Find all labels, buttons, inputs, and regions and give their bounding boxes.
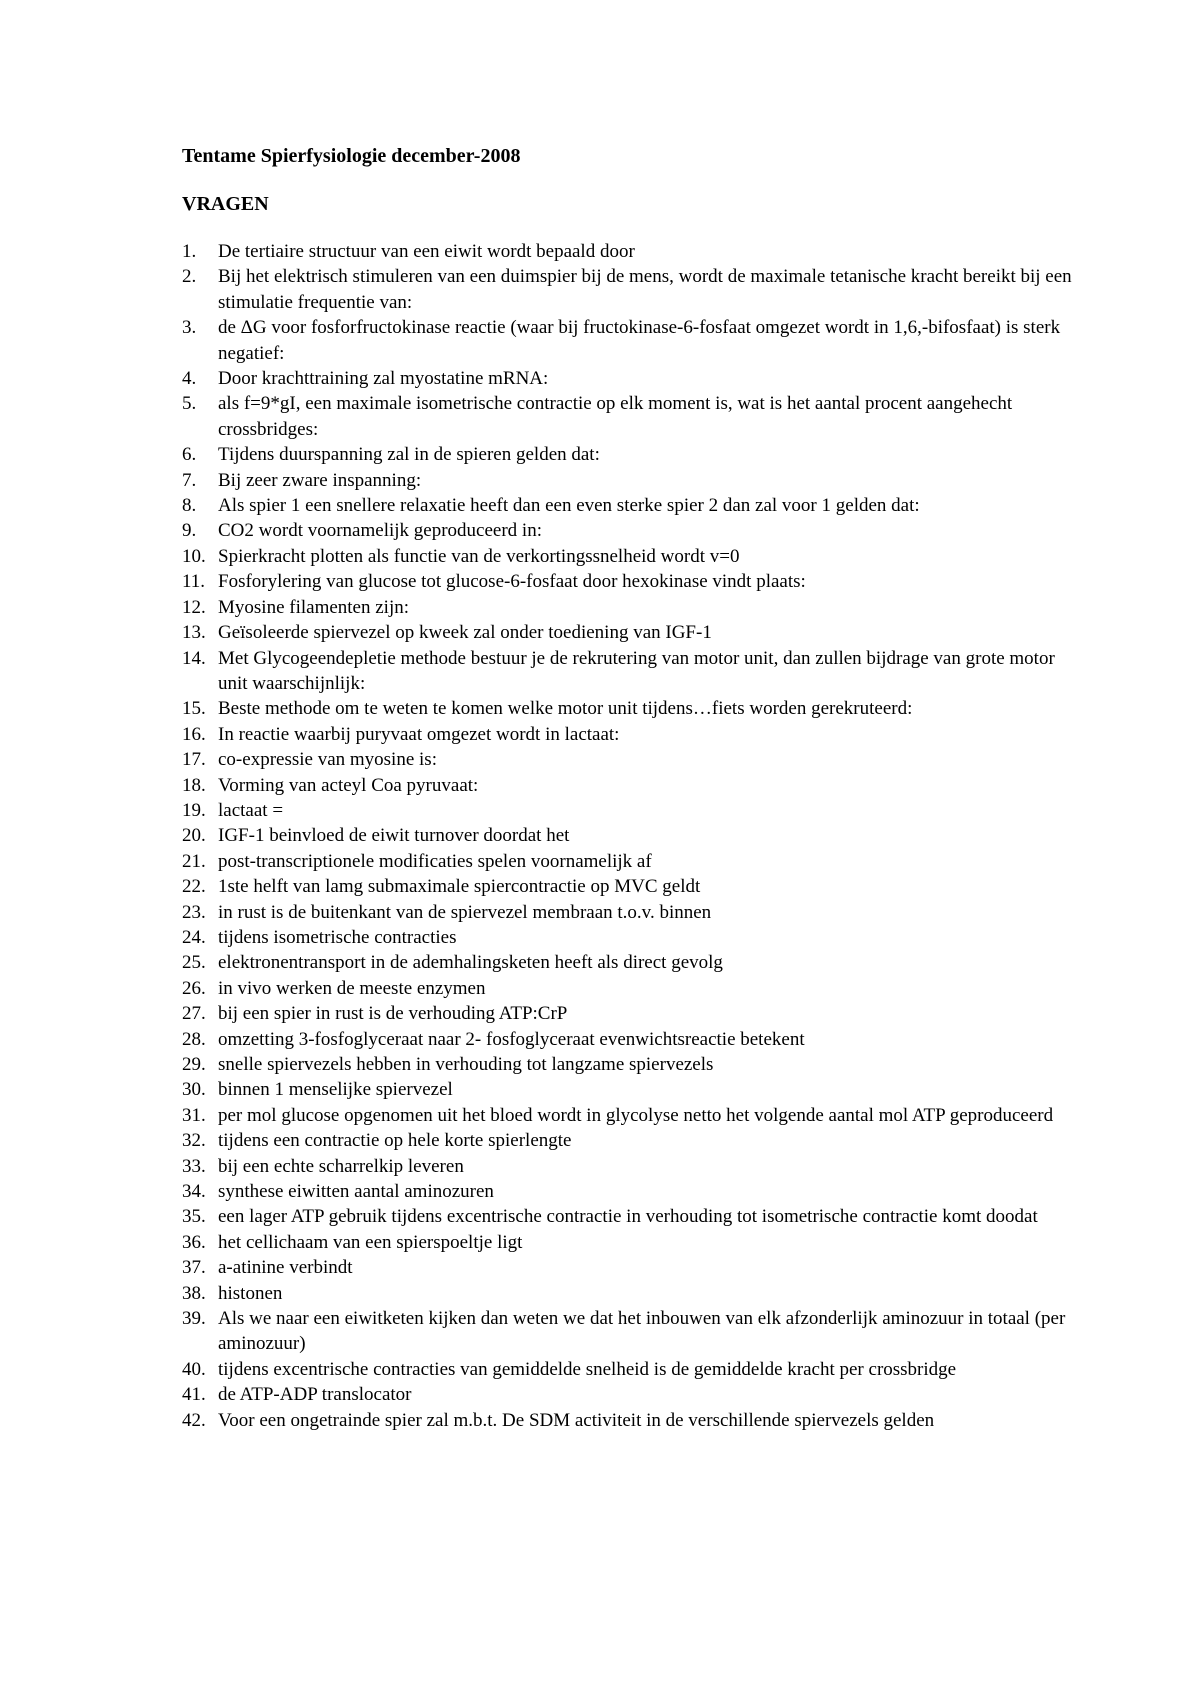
question-number: 14.	[182, 647, 206, 669]
question-number: 1.	[182, 241, 197, 262]
question-text: histonen	[218, 1282, 283, 1304]
question-text: bij een spier in rust is de verhouding ATP:CrP	[218, 1003, 568, 1025]
question-item	[182, 544, 1082, 569]
question-text: in vivo werken de meeste enzymen	[218, 977, 486, 999]
question-number: 19.	[182, 799, 206, 821]
question-item	[182, 696, 1082, 721]
question-item	[182, 1128, 1082, 1153]
question-text: in rust is de buitenkant van de spiervezel membraan t.o.v. binnen	[218, 901, 712, 923]
question-item	[182, 925, 1082, 950]
question-number: 8.	[182, 495, 197, 517]
question-item	[182, 1306, 1082, 1357]
question-number: 20.	[182, 825, 206, 847]
question-item	[182, 1204, 1082, 1229]
question-item	[182, 518, 1082, 543]
question-text: 1ste helft van lamg submaximale spiercontractie op MVC geldt	[218, 876, 701, 898]
question-text: Beste methode om te weten te komen welke motor unit tijdens…fiets worden gerekruteerd:	[218, 698, 913, 720]
question-number: 42.	[182, 1409, 206, 1431]
question-item	[182, 1154, 1082, 1179]
question-item	[182, 1357, 1082, 1382]
question-item	[182, 950, 1082, 975]
question-text: elektronentransport in de ademhalingsketen heeft als direct gevolg	[218, 952, 723, 974]
question-item	[182, 595, 1082, 620]
document-page	[182, 143, 1082, 1433]
question-number: 18.	[182, 774, 206, 796]
question-number: 5.	[182, 393, 197, 415]
question-item	[182, 823, 1082, 848]
section-heading: VRAGEN	[182, 193, 269, 215]
question-text: De tertiaire structuur van een eiwit wordt bepaald door	[218, 241, 635, 262]
question-item	[182, 1103, 1082, 1128]
question-number: 24.	[182, 926, 206, 948]
question-number: 13.	[182, 622, 206, 644]
question-number: 30.	[182, 1079, 206, 1101]
question-text: de ΔG voor fosforfructokinase reactie (waar bij fructokinase-6-fosfaat omgezet wordt in 1,6,-bifosfaat) is sterk negatief:	[218, 317, 1061, 364]
question-item	[182, 468, 1082, 493]
question-text: Tijdens duurspanning zal in de spieren gelden dat:	[218, 444, 600, 466]
question-number: 17.	[182, 749, 206, 771]
question-text: Als spier 1 een snellere relaxatie heeft dan een even sterke spier 2 dan zal voor 1 gelden dat:	[218, 495, 920, 517]
question-number: 31.	[182, 1104, 206, 1126]
question-item	[182, 1001, 1082, 1026]
question-text: tijdens een contractie op hele korte spierlengte	[218, 1130, 572, 1152]
question-item	[182, 264, 1082, 315]
question-list	[182, 239, 1082, 1433]
question-text: IGF-1 beinvloed de eiwit turnover doordat het	[218, 825, 570, 847]
question-item	[182, 1027, 1082, 1052]
question-text: a-atinine verbindt	[218, 1257, 353, 1279]
question-number: 16.	[182, 723, 206, 745]
question-item	[182, 849, 1082, 874]
question-item	[182, 1179, 1082, 1204]
question-number: 9.	[182, 520, 197, 542]
question-item	[182, 239, 1082, 264]
question-item	[182, 1077, 1082, 1102]
question-item	[182, 493, 1082, 518]
question-number: 10.	[182, 545, 206, 567]
question-number: 6.	[182, 444, 197, 466]
question-number: 29.	[182, 1054, 206, 1075]
question-item	[182, 773, 1082, 798]
question-text: Als we naar een eiwitketen kijken dan weten we dat het inbouwen van elk afzonderlijk aminozuur in totaal (per aminozuur)	[218, 1308, 1066, 1355]
question-text: Met Glycogeendepletie methode bestuur je de rekrutering van motor unit, dan zullen bijdrage van grote motor unit waarschijnlijk:	[218, 647, 1055, 694]
question-item	[182, 1255, 1082, 1280]
question-text: Door krachttraining zal myostatine mRNA:	[218, 368, 549, 390]
question-item	[182, 391, 1082, 442]
question-item	[182, 1382, 1082, 1407]
question-text: Myosine filamenten zijn:	[218, 596, 410, 618]
question-item	[182, 722, 1082, 747]
question-item	[182, 1281, 1082, 1306]
question-text: de ATP-ADP translocator	[218, 1384, 412, 1406]
question-text: Vorming van acteyl Coa pyruvaat:	[218, 774, 479, 796]
question-item	[182, 1408, 1082, 1433]
question-item	[182, 747, 1082, 772]
question-text: per mol glucose opgenomen uit het bloed wordt in glycolyse netto het volgende aantal mol ATP geproduceerd	[218, 1104, 1054, 1126]
question-number: 12.	[182, 596, 206, 618]
question-item	[182, 976, 1082, 1001]
question-text: als f=9*gI, een maximale isometrische contractie op elk moment is, wat is het aantal procent aangehecht crossbridges:	[218, 393, 1013, 440]
question-item	[182, 900, 1082, 925]
question-text: tijdens excentrische contracties van gemiddelde snelheid is de gemiddelde kracht per crossbridge	[218, 1358, 957, 1380]
question-number: 28.	[182, 1028, 206, 1050]
question-text: binnen 1 menselijke spiervezel	[218, 1079, 453, 1101]
question-text: In reactie waarbij puryvaat omgezet wordt in lactaat:	[218, 723, 620, 745]
question-text: synthese eiwitten aantal aminozuren	[218, 1181, 494, 1203]
question-item	[182, 620, 1082, 645]
document-title: Tentame Spierfysiologie december-2008	[182, 145, 521, 167]
question-number: 23.	[182, 901, 206, 923]
question-number: 15.	[182, 698, 206, 720]
question-item	[182, 798, 1082, 823]
question-number: 25.	[182, 952, 206, 974]
question-text: co-expressie van myosine is:	[218, 749, 437, 771]
question-number: 11.	[182, 571, 206, 593]
question-number: 26.	[182, 977, 206, 999]
question-text: Bij zeer zware inspanning:	[218, 469, 422, 491]
question-text: tijdens isometrische contracties	[218, 926, 457, 948]
question-number: 33.	[182, 1155, 206, 1177]
question-number: 38.	[182, 1282, 206, 1304]
question-item	[182, 874, 1082, 899]
question-number: 21.	[182, 850, 206, 872]
question-item	[182, 1230, 1082, 1255]
question-number: 3.	[182, 317, 197, 339]
question-number: 40.	[182, 1358, 206, 1380]
question-text: een lager ATP gebruik tijdens excentrische contractie in verhouding tot isometrische contractie komt doodat	[218, 1206, 1038, 1228]
question-text: Spierkracht plotten als functie van de verkortingssnelheid wordt v=0	[218, 545, 740, 567]
question-number: 32.	[182, 1130, 206, 1152]
question-text: post-transcriptionele modificaties spelen voornamelijk af	[218, 850, 652, 872]
question-item	[182, 1052, 1082, 1077]
question-item	[182, 442, 1082, 467]
question-text: CO2 wordt voornamelijk geproduceerd in:	[218, 520, 542, 542]
question-item	[182, 646, 1082, 697]
question-text: Fosforylering van glucose tot glucose-6-fosfaat door hexokinase vindt plaats:	[218, 571, 806, 593]
question-number: 7.	[182, 469, 197, 491]
question-number: 4.	[182, 368, 197, 390]
question-text: bij een echte scharrelkip leveren	[218, 1155, 464, 1177]
question-text: omzetting 3-fosfoglyceraat naar 2- fosfoglyceraat evenwichtsreactie betekent	[218, 1028, 805, 1050]
question-text: het cellichaam van een spierspoeltje ligt	[218, 1231, 523, 1253]
question-number: 39.	[182, 1308, 206, 1330]
question-number: 35.	[182, 1206, 206, 1228]
question-text: snelle spiervezels hebben in verhouding tot langzame spiervezels	[218, 1054, 714, 1075]
question-item	[182, 315, 1082, 366]
question-text: Geïsoleerde spiervezel op kweek zal onder toediening van IGF-1	[218, 622, 712, 644]
question-number: 37.	[182, 1257, 206, 1279]
question-text: Bij het elektrisch stimuleren van een duimspier bij de mens, wordt de maximale tetanische kracht bereikt bij een stimulatie frequentie van:	[218, 266, 1072, 313]
question-item	[182, 569, 1082, 594]
question-number: 41.	[182, 1384, 206, 1406]
question-text: Voor een ongetrainde spier zal m.b.t. De SDM activiteit in de verschillende spiervezels gelden	[218, 1409, 935, 1431]
question-number: 22.	[182, 876, 206, 898]
question-number: 27.	[182, 1003, 206, 1025]
question-number: 34.	[182, 1181, 206, 1203]
question-text: lactaat =	[218, 799, 284, 821]
question-number: 2.	[182, 266, 197, 288]
question-item	[182, 366, 1082, 391]
question-number: 36.	[182, 1231, 206, 1253]
